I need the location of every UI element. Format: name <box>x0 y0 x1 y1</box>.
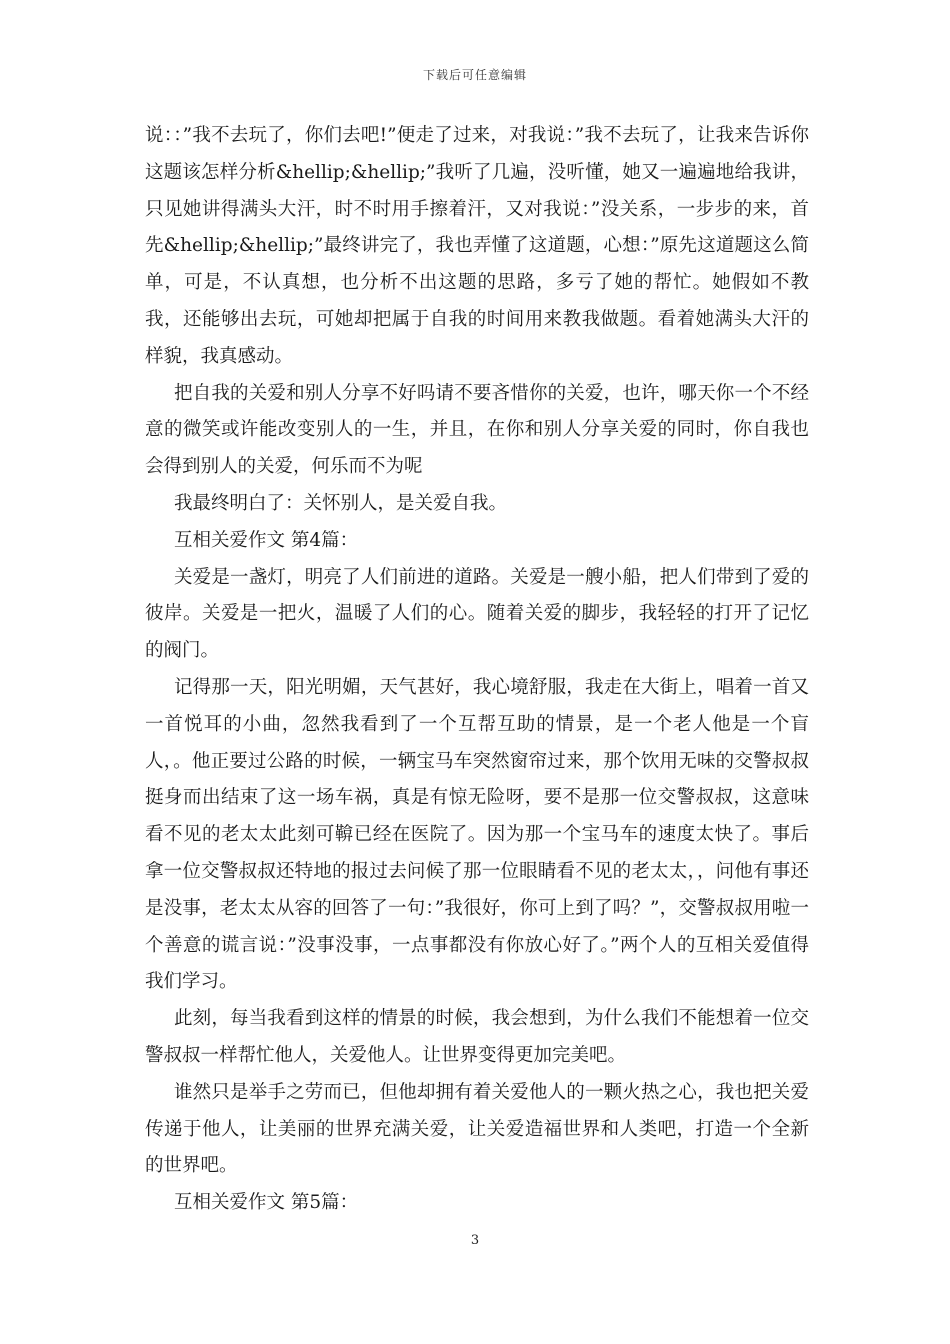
paragraph-continuation: 说：：”我不去玩了，你们去吧!”便走了过来，对我说：”我不去玩了，让我来告诉你这题该怎样分析&hellip;&hellip;”我听了几遍，没听懂，她又一遍遍地给我讲，只见她讲得满头大汗，时不时用手擦着汗，又对我说：”没关系，一步步的来，首先&hellip;&hellip;”最终讲完了，我也弄懂了这道题，心想：”原先这道题这么简单，可是，不认真想，也分析不出这题的思路，多亏了她的帮忙。她假如不教我，还能够出去玩，可她却把属于自我的时间用来教我做题。看着她满头大汗的样貌，我真感动。 <box>145 125 809 367</box>
document-body <box>145 118 809 1222</box>
paragraph-share-care: 把自我的关爱和别人分享不好吗请不要吝惜你的关爱，也许，哪天你一个不经意的微笑或许能改变别人的一生，并且，在你和别人分享关爱的同时，你自我也会得到别人的关爱，何乐而不为呢 <box>145 382 809 478</box>
section-heading-5: 互相关爱作文 第5篇： <box>174 1192 359 1214</box>
paragraph-reflection: 此刻，每当我看到这样的情景的时候，我会想到，为什么我们不能想着一位交警叔叔一样帮忙他人，关爱他人。让世界变得更加完美吧。 <box>145 1008 809 1066</box>
paragraph-care-lamp: 关爱是一盏灯，明亮了人们前进的道路。关爱是一艘小船，把人们带到了爱的彼岸。关爱是一把火，温暖了人们的心。随着关爱的脚步，我轻轻的打开了记忆的阀门。 <box>145 566 809 662</box>
paragraph-pass-on-care: 谁然只是举手之劳而已，但他却拥有着关爱他人的一颗火热之心，我也把关爱传递于他人，让美丽的世界充满关爱，让关爱造福世界和人类吧，打造一个全新的世界吧。 <box>145 1081 809 1177</box>
section-heading-4: 互相关爱作文 第4篇： <box>174 529 359 551</box>
page-header: 下载后可任意编辑 <box>422 68 527 82</box>
page-number: 3 <box>470 1233 480 1248</box>
paragraph-memory-story: 记得那一天，阳光明媚，天气甚好，我心境舒服，我走在大街上，唱着一首又一首悦耳的小曲，忽然我看到了一个互帮互助的情景，是一个老人他是一个盲人，。他正要过公路的时候，一辆宝马车突然窗帘过来，那个饮用无味的交警叔叔挺身而出结束了这一场车祸，真是有惊无险呀，要不是那一位交警叔叔，这意味看不见的老太太此刻可鞥已经在医院了。因为那一个宝马车的速度太快了。事后拿一位交警叔叔还特地的报过去问候了那一位眼睛看不见的老太太，，问他有事还是没事，老太太从容的回答了一句：”我很好，你可上到了吗？”，交警叔叔用啦一个善意的谎言说：”没事没事，一点事都没有你放心好了。”两个人的互相关爱值得我们学习。 <box>145 676 809 993</box>
paragraph-conclusion: 我最终明白了：关怀别人，是关爱自我。 <box>174 492 508 514</box>
